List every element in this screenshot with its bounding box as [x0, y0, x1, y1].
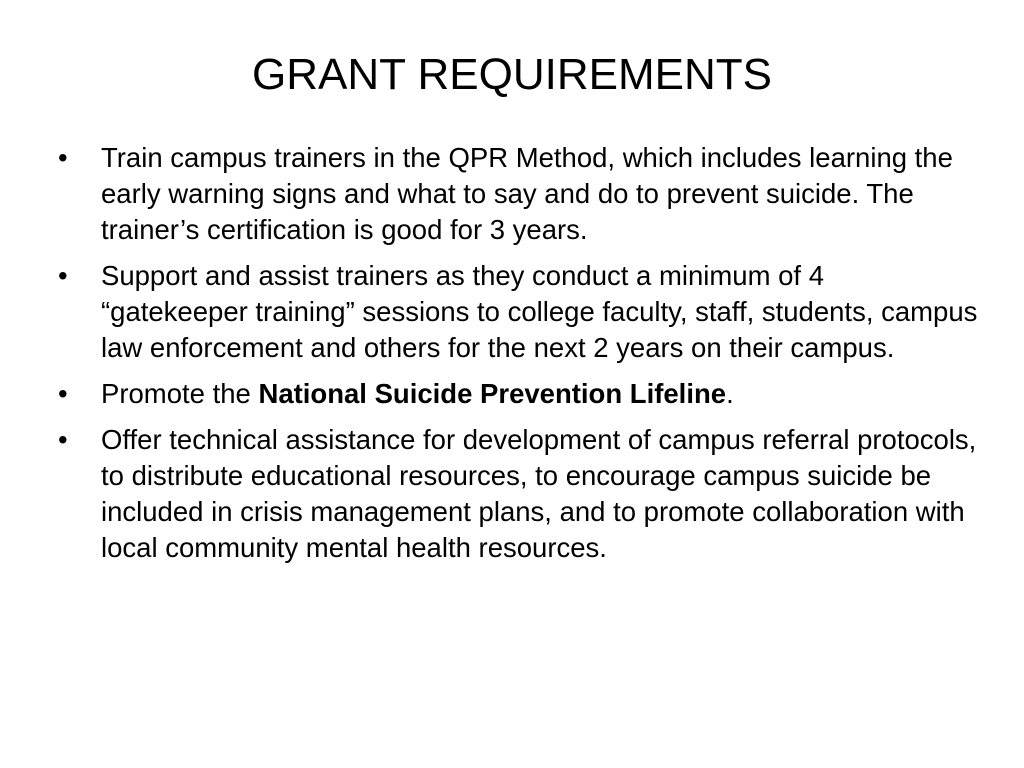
bullet-text: Support and assist trainers as they conduct a minimum of 4 “gatekeeper training” sessions to college faculty, staff, students, campus law enforcement and others for the next 2 years on their campus.	[101, 260, 978, 363]
bullet-dot-icon: •	[58, 142, 68, 173]
bullet-item-technical-assistance	[58, 422, 978, 566]
bullet-text: Offer technical assistance for development of campus referral protocols, to distribute educational resources, to encourage campus suicide be included in crisis management plans, and to promote collaboration with local community mental health resources.	[101, 424, 977, 563]
lifeline-name: National Suicide Prevention Lifeline	[258, 378, 727, 409]
bullet-item-promote-lifeline	[58, 376, 978, 412]
slide-title: GRANT REQUIREMENTS	[252, 50, 772, 99]
bullet-text-suffix: .	[726, 378, 734, 409]
bullet-dot-icon: •	[58, 378, 68, 409]
bullet-list	[58, 140, 978, 576]
bullet-text-prefix: Promote the	[101, 378, 259, 409]
bullet-dot-icon: •	[58, 424, 68, 455]
bullet-item-train-trainers	[58, 140, 978, 248]
bullet-item-support-trainers	[58, 258, 978, 366]
bullet-dot-icon: •	[58, 260, 68, 291]
bullet-text: Train campus trainers in the QPR Method, which includes learning the early warning signs and what to say and do to prevent suicide. The trainer’s certification is good for 3 years.	[101, 142, 953, 245]
